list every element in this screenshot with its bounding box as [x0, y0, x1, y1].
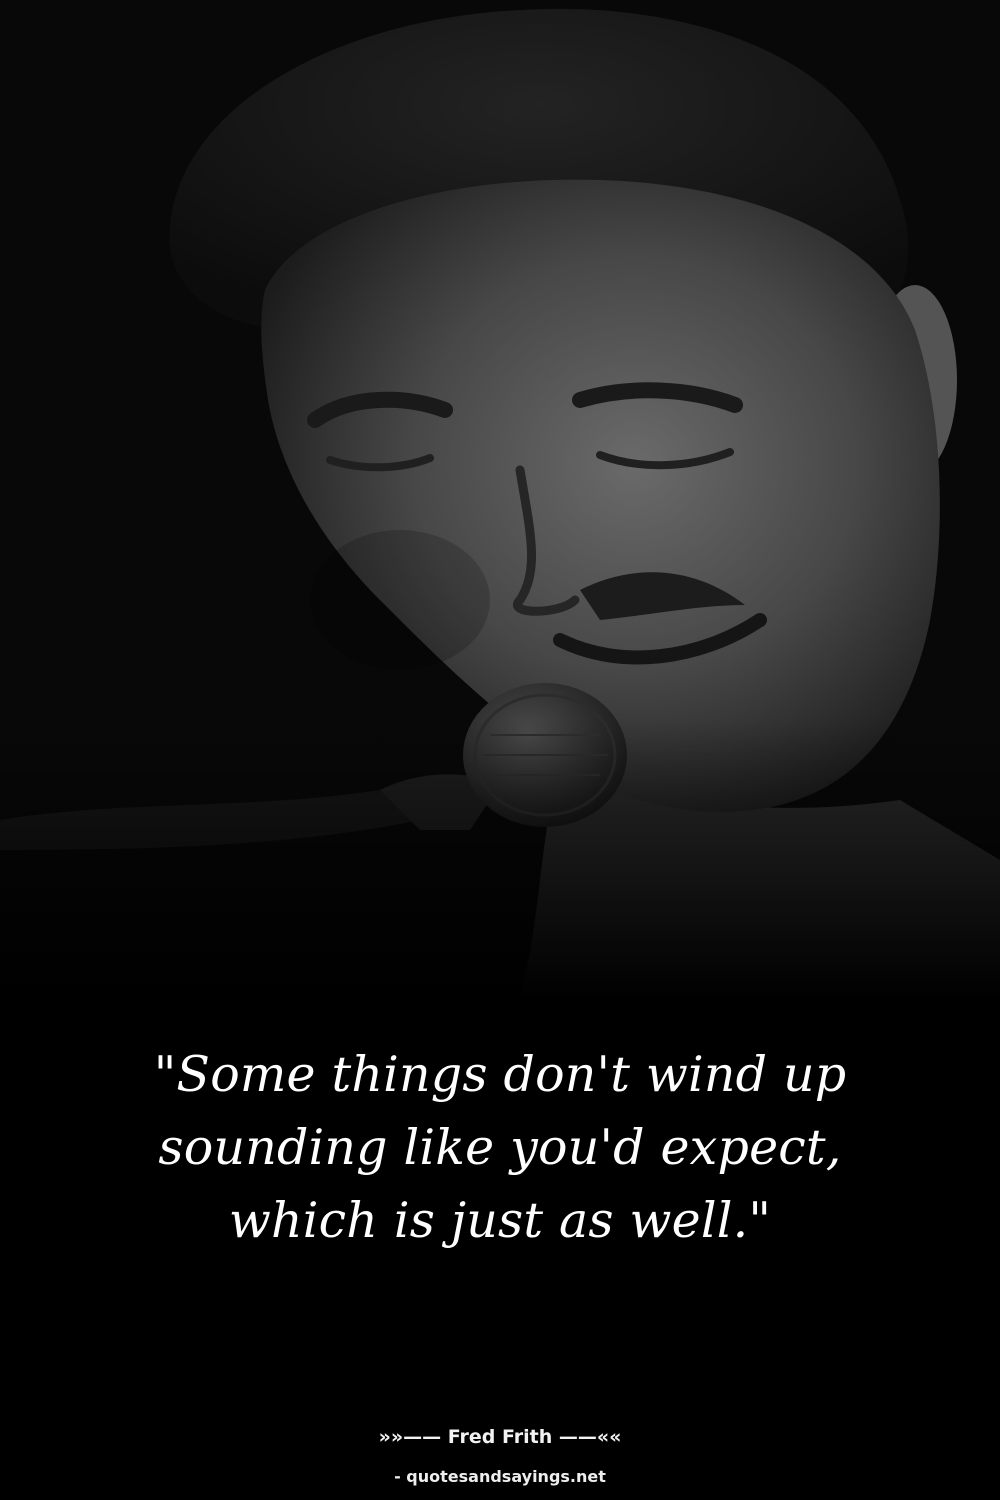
source-credit: - quotesandsayings.net [394, 1467, 606, 1486]
quote-text: "Some things don't wind up sounding like you'd expect, which is just as well." [153, 1046, 847, 1249]
author-line: »»—— Fred Frith ——«« [378, 1426, 622, 1448]
